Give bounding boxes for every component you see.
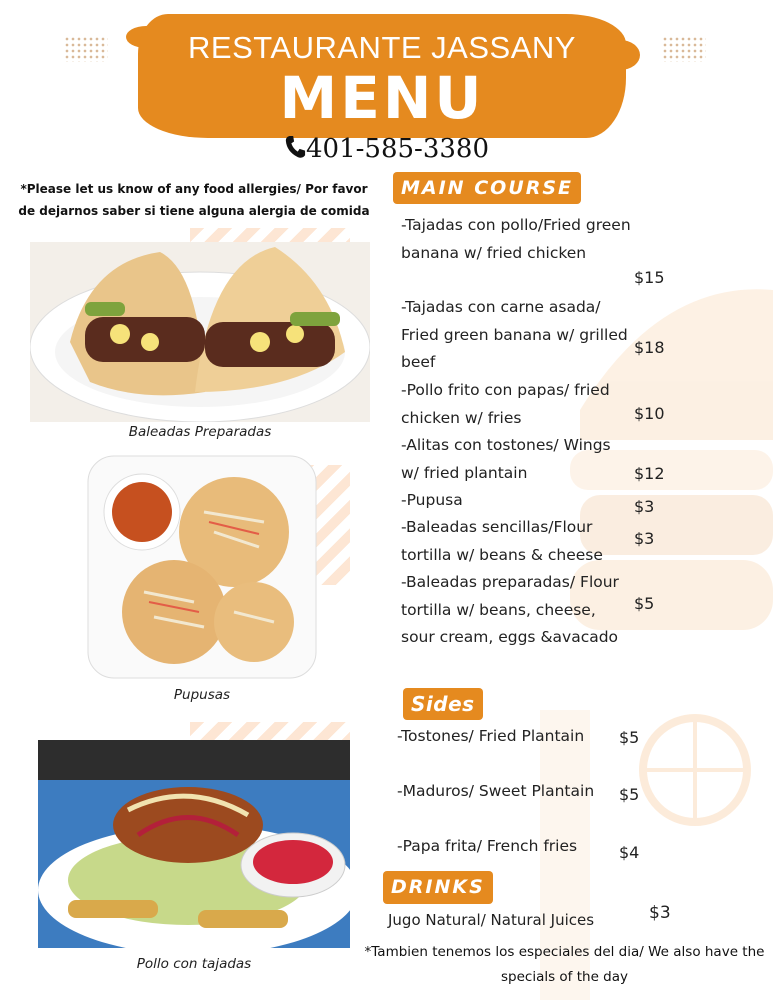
menu-item: -Baleadas sencillas/Flour tortilla w/ beans & cheese <box>401 518 603 564</box>
side-item: -Tostones/ Fried Plantain <box>397 727 585 745</box>
menu-item: -Pupusa <box>401 491 463 509</box>
baleadas-image <box>30 242 370 422</box>
menu-item: -Tajadas con carne asada/ Fried green banana w/ grilled beef <box>401 298 628 371</box>
main-course-heading: MAIN COURSE <box>393 172 581 204</box>
menu-item-price: $10 <box>634 404 665 423</box>
drink-item: Jugo Natural/ Natural Juices <box>388 911 595 929</box>
menu-title: MENU <box>279 64 485 132</box>
sides-heading: Sides <box>403 688 483 720</box>
side-item: -Papa frita/ French fries <box>397 837 578 855</box>
menu-item-price: $3 <box>634 497 655 516</box>
pollo-image <box>38 740 350 948</box>
caption-pupusas: Pupusas <box>173 687 231 703</box>
pupusas-image <box>84 452 320 682</box>
drink-item-price: $3 <box>649 903 671 923</box>
drinks-heading: DRINKS <box>383 871 493 904</box>
caption-baleadas: Baleadas Preparadas <box>128 424 272 440</box>
decor-stripes <box>190 722 350 740</box>
menu-item-price: $12 <box>634 464 665 483</box>
menu-item: -Tajadas con pollo/Fried green banana w/ fried chicken <box>401 216 631 262</box>
side-item: -Maduros/ Sweet Plantain <box>397 782 595 800</box>
phone-number[interactable] <box>284 134 489 164</box>
baleadas-photo <box>30 242 370 422</box>
caption-pollo: Pollo con tajadas <box>136 956 252 972</box>
menu-item: -Baleadas preparadas/ Flour tortilla w/ beans, cheese, sour cream, eggs &avacado <box>401 573 619 646</box>
phone-text: 401-585-3380 <box>306 134 489 164</box>
phone-icon <box>284 134 306 160</box>
allergy-note: *Please let us know of any food allergies/ Por favor de dejarnos saber si tiene alguna alergia de comida <box>18 182 370 218</box>
restaurant-name: RESTAURANTE JASSANY <box>188 30 576 65</box>
pupusas-photo <box>84 452 320 682</box>
decor-dots <box>662 36 706 62</box>
side-item-price: $5 <box>619 785 640 804</box>
menu-item-price: $18 <box>634 338 665 357</box>
menu-item-price: $3 <box>634 529 655 548</box>
side-item-price: $4 <box>619 843 640 862</box>
decor-dots <box>64 36 108 62</box>
specials-note: *Tambien tenemos los especiales del dia/ We also have the specials of the day <box>364 944 765 985</box>
menu-item-price: $15 <box>634 268 665 287</box>
pollo-photo <box>38 740 350 948</box>
menu-item-price: $5 <box>634 594 655 613</box>
side-item-price: $5 <box>619 728 640 747</box>
menu-item: -Alitas con tostones/ Wings w/ fried plantain <box>401 436 611 482</box>
menu-item: -Pollo frito con papas/ fried chicken w/ fries <box>401 381 610 427</box>
